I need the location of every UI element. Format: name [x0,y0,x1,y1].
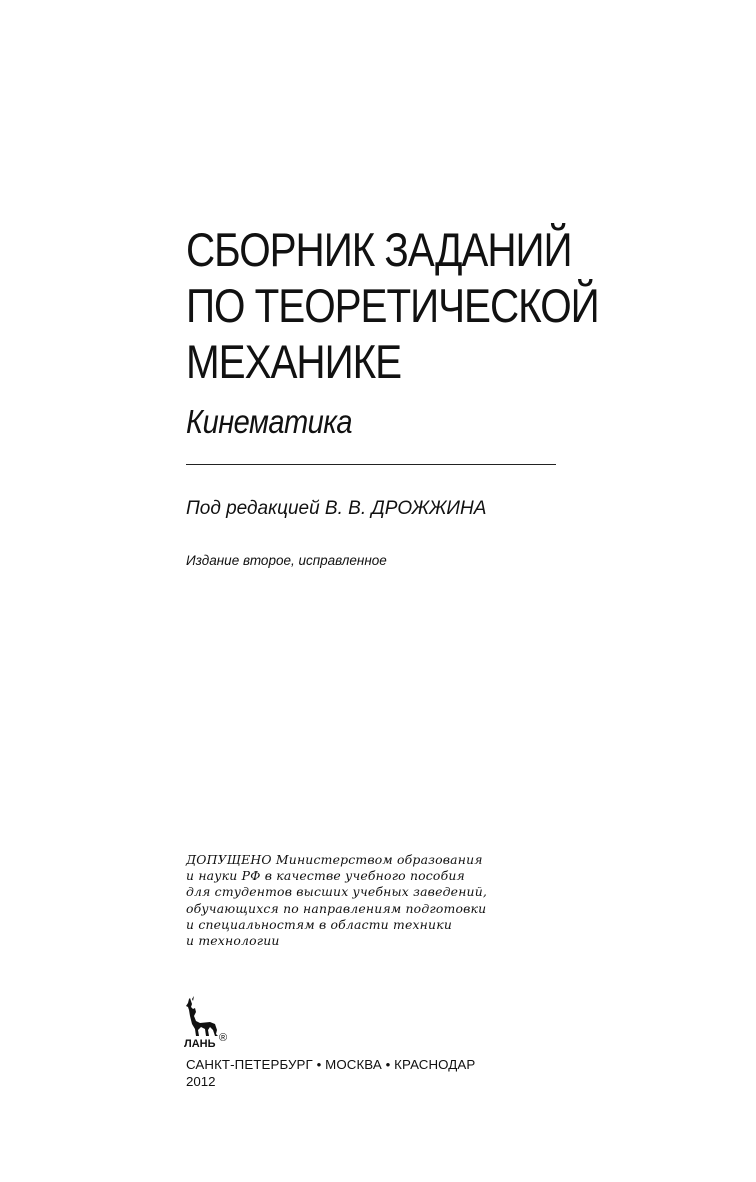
approval-line-4: обучающихся по направлениям подготовки [186,900,487,916]
ministry-approval [186,852,516,949]
edition-note: Издание второе, исправленное [186,553,387,568]
logo-wordmark: ЛАНЬ [184,1038,216,1048]
book-title [186,222,599,390]
book-title-line-1: СБОРНИК ЗАДАНИЙ [186,223,572,276]
approval-line-3: для студентов высших учебных заведений, [186,884,488,900]
book-title-line-2: ПО ТЕОРЕТИЧЕСКОЙ [186,279,599,332]
publisher-logo [184,996,256,1048]
publication-year: 2012 [186,1074,216,1089]
approval-line-6: и технологии [186,933,280,949]
doe-deer-icon [184,996,256,1048]
approval-line-2: и науки РФ в качестве учебного пособия [186,868,465,884]
title-divider [186,464,556,465]
approval-line-1: ДОПУЩЕНО Министерством образования [186,852,483,867]
book-title-line-3: МЕХАНИКЕ [186,335,402,388]
publisher-cities: САНКТ-ПЕТЕРБУРГ • МОСКВА • КРАСНОДАР [186,1057,476,1072]
approval-line-5: и специальностям в области техники [186,916,452,932]
book-subtitle: Кинематика [186,403,353,440]
editor-credit: Под редакцией В. В. ДРОЖЖИНА [186,498,487,519]
registered-mark: ® [219,1032,228,1044]
